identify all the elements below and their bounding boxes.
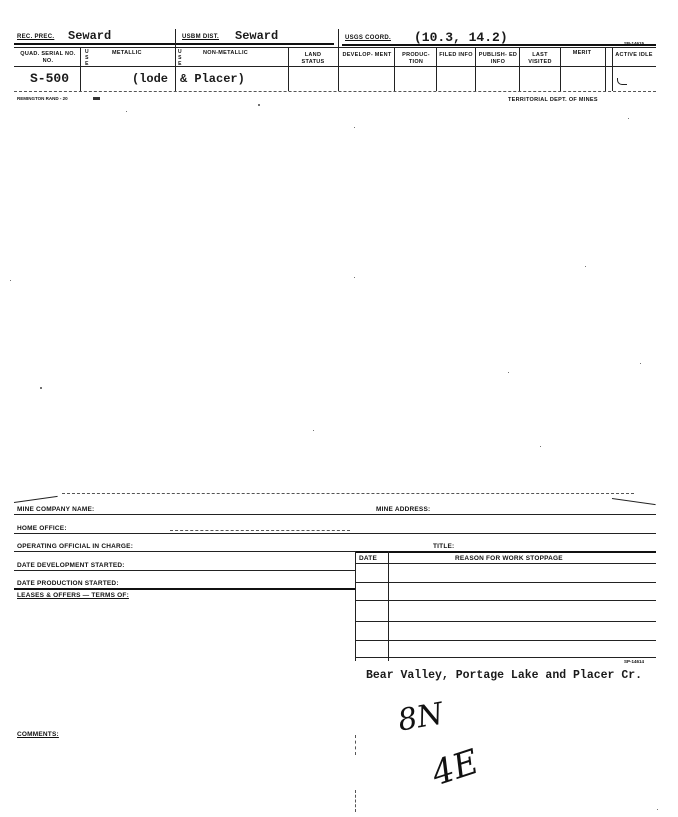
date-production-label: DATE PRODUCTION STARTED: (17, 580, 119, 587)
usgs-coord-label: USGS COORD. (345, 35, 391, 41)
rec-prec-label: REC. PREC. (17, 34, 55, 40)
col-development: DEVELOP- MENT (342, 52, 392, 58)
col-land-status: LAND STATUS (301, 52, 325, 65)
lower-top-rule-left (14, 496, 58, 503)
stoppage-reason-header: REASON FOR WORK STOPPAGE (455, 555, 563, 562)
handwritten-range: 4E (426, 741, 484, 795)
speck (258, 104, 260, 106)
col-divider (394, 47, 395, 91)
home-office-label: HOME OFFICE: (17, 525, 67, 532)
speck (354, 277, 355, 278)
mine-company-name-label: MINE COMPANY NAME: (17, 506, 95, 513)
record-serial: S-500 (30, 71, 70, 86)
col-divider (80, 47, 81, 91)
col-divider (288, 47, 289, 91)
lower-top-dashed-rule (62, 493, 634, 494)
col-merit: MERIT (572, 50, 592, 56)
title-label: TITLE: (433, 543, 455, 550)
comments-divider (355, 790, 356, 812)
column-header-bottom-rule (14, 66, 656, 67)
usbm-dist-label: USBM DIST. (182, 34, 220, 40)
comments-label: COMMENTS: (17, 731, 59, 738)
col-non-metallic: NON-METALLIC (203, 50, 249, 56)
col-divider (436, 47, 437, 91)
speck (354, 127, 355, 128)
lower-top-rule-right (612, 498, 656, 505)
speck (126, 111, 127, 112)
stoppage-row-rule (355, 582, 656, 583)
col-quad-serial: QUAD. SERIAL NO. NO. (20, 51, 76, 64)
record-metallic: (lode (132, 72, 169, 86)
speck (10, 280, 11, 281)
stoppage-table-divider (388, 551, 389, 661)
header-top-rule (14, 43, 334, 45)
row-rule (14, 533, 656, 534)
mine-address-label: MINE ADDRESS: (376, 506, 431, 513)
row-rule (14, 588, 355, 590)
col-production: PRODUC- TION (402, 52, 430, 65)
speck (640, 363, 641, 364)
record-row-bottom-rule (14, 91, 656, 92)
col-divider (605, 47, 606, 91)
handwritten-township: 8N (395, 696, 447, 739)
stoppage-date-header: DATE (359, 555, 378, 562)
speck (628, 118, 629, 119)
col-divider (560, 47, 561, 91)
speck (40, 387, 42, 389)
row-rule (14, 514, 656, 515)
usbm-dist-value: Seward (235, 29, 279, 43)
col-divider (612, 47, 613, 91)
speck (657, 809, 658, 810)
col-divider (338, 29, 339, 91)
active-idle-checkmark (617, 78, 627, 85)
speck (585, 266, 586, 267)
col-metallic: METALLIC (112, 50, 142, 56)
printer-mark-symbol (93, 97, 100, 100)
record-non-metallic: & Placer) (180, 72, 245, 86)
col-use-nonmetallic: U S E (178, 49, 182, 67)
col-active-idle: ACTIVE IDLE (615, 52, 653, 58)
territorial-dept-mark: TERRITORIAL DEPT. OF MINES (508, 97, 598, 103)
col-filed-info: FILED INFO (439, 52, 473, 58)
date-development-label: DATE DEVELOPMENT STARTED: (17, 562, 125, 569)
col-divider (175, 29, 176, 91)
stoppage-table-left (355, 551, 356, 661)
comments-divider (355, 735, 356, 755)
col-use-metallic: U S E (85, 49, 89, 67)
row-rule (14, 570, 355, 571)
stoppage-row-rule (355, 600, 656, 601)
rec-prec-value: Seward (68, 29, 112, 43)
header-top-rule-right (342, 44, 656, 46)
col-divider (519, 47, 520, 91)
usgs-coord-value: (10.3, 14.2) (414, 30, 508, 45)
stoppage-table-top (355, 551, 656, 553)
printer-mark: REMINGTON RAND - 20 (17, 96, 68, 101)
speck (313, 430, 314, 431)
location-note: Bear Valley, Portage Lake and Placer Cr. (366, 669, 643, 682)
col-published-info: PUBLISH- ED INFO (478, 52, 518, 65)
leases-label: LEASES & OFFERS — TERMS OF: (17, 592, 129, 599)
form-number-lower: SP-14614 (624, 659, 645, 664)
speck (540, 446, 541, 447)
stoppage-row-rule (355, 657, 656, 658)
operating-official-label: OPERATING OFFICIAL IN CHARGE: (17, 543, 134, 550)
col-last-visited: LAST VISITED (528, 52, 552, 65)
stoppage-row-rule (355, 640, 656, 641)
stoppage-row-rule (355, 563, 656, 564)
form-number: SP-14615 (624, 41, 645, 46)
stoppage-row-rule (355, 621, 656, 622)
col-divider (475, 47, 476, 91)
home-office-fill-line (170, 530, 350, 531)
speck (508, 372, 509, 373)
